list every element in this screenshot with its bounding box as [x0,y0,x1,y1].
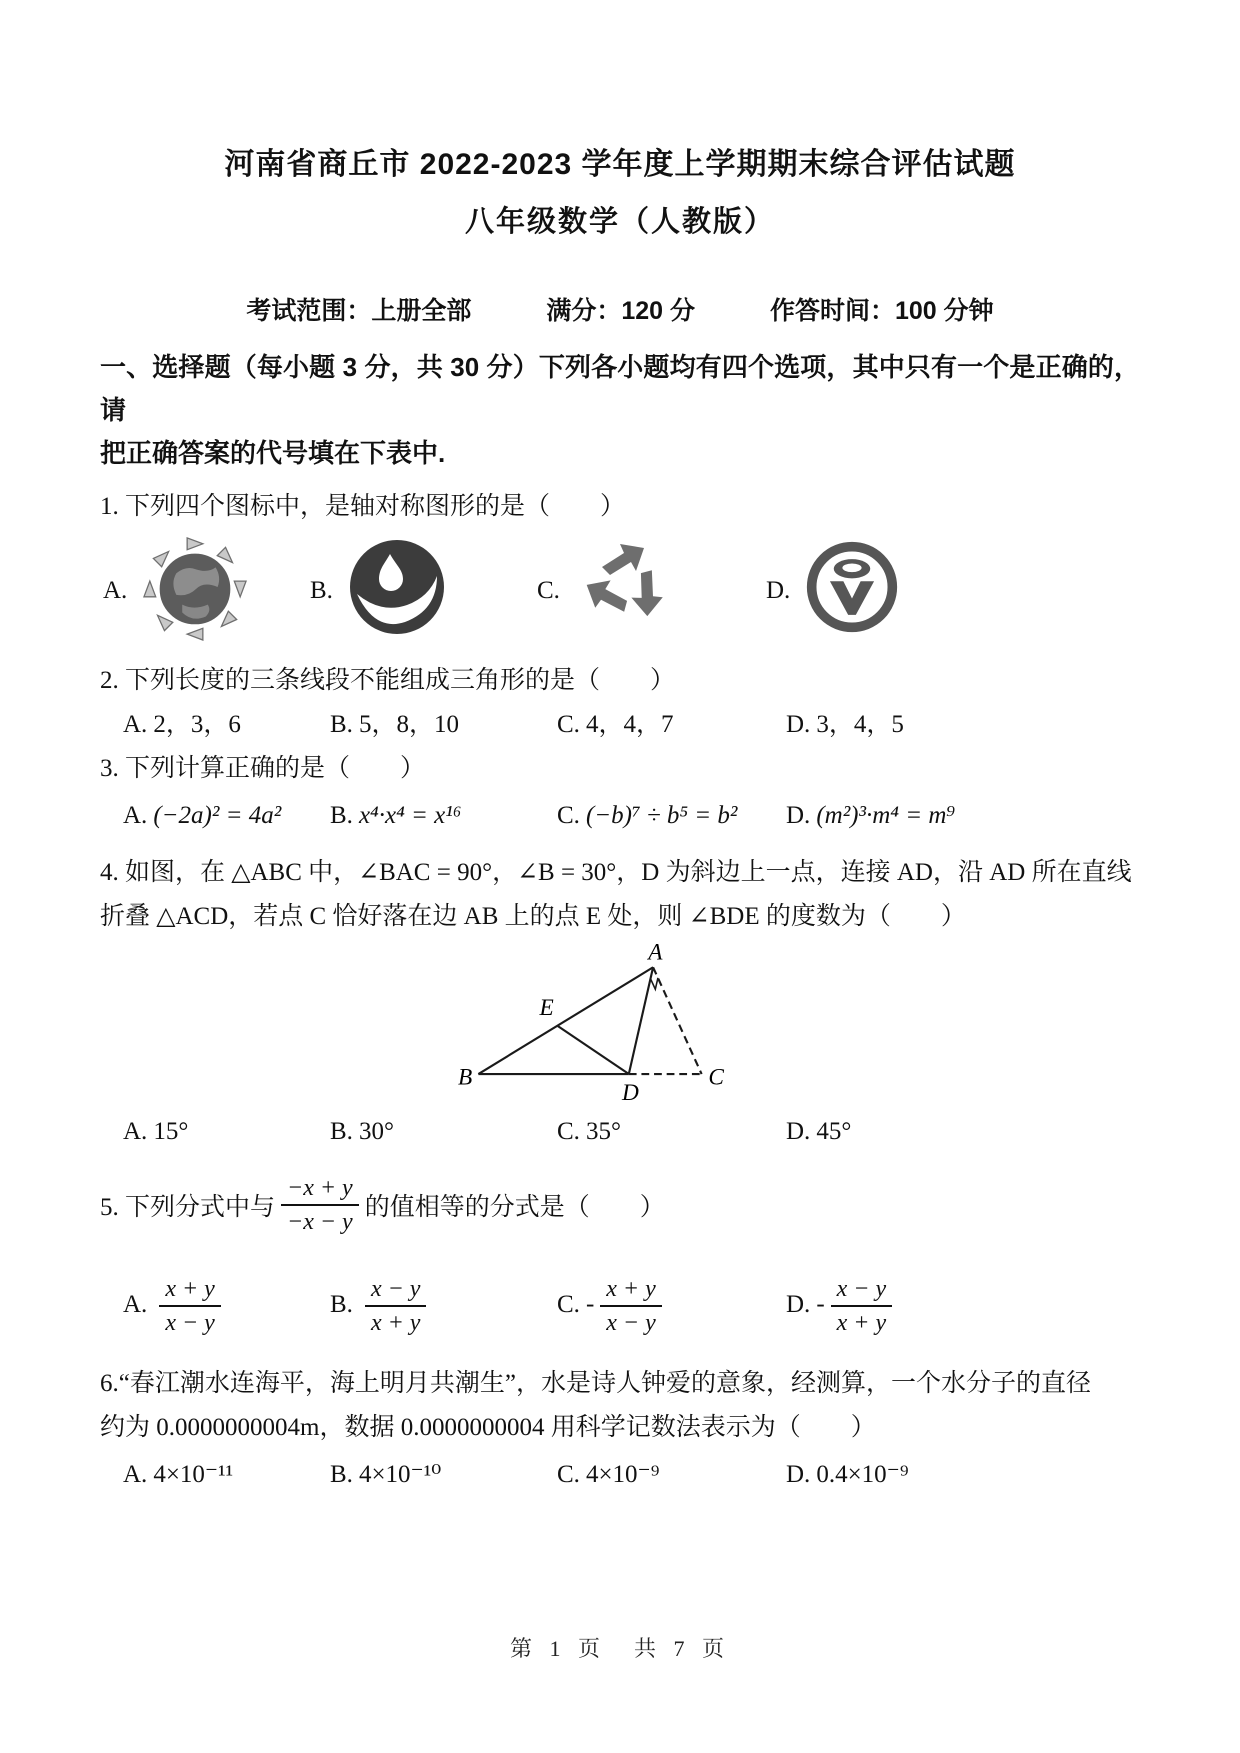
q2-option-b [330,703,557,747]
option-label: D. [786,802,811,829]
fraction-numerator: x + y [600,1274,662,1307]
option-label: D. [786,1461,811,1488]
question-3-text: 3. 下列计算正确的是（ ） [100,755,426,782]
option-value: 15° [153,1118,189,1145]
q5-option-b [330,1274,557,1338]
q1-option-a [103,532,310,649]
q6-option-d [786,1450,1140,1500]
q2-option-a [123,703,330,747]
question-4-options [100,1110,1140,1154]
globe-recycle-logo-icon [141,532,249,649]
question-5-text [100,1168,1140,1242]
q5-option-a [123,1274,330,1338]
q5-option-c [557,1274,786,1338]
q5-option-d [786,1274,1140,1338]
fraction-numerator: −x + y [281,1173,359,1206]
option-label: A. [103,576,128,604]
option-label: B. [330,1118,353,1145]
page-title: 河南省商丘市 2022-2023 学年度上学期期末综合评估试题 [224,148,1016,181]
q4-option-c [557,1110,786,1154]
option-value: 4×10⁻¹¹ [153,1461,234,1488]
option-label: C. [557,711,580,738]
option-label: A. [123,1118,148,1145]
option-value: 4，4，7 [585,711,674,738]
figure-label-E: E [539,994,554,1021]
recycle-arrows-logo-icon [574,531,678,650]
option-label: D. [786,1118,811,1145]
option-formula: (−2a)² = 4a² [153,802,282,829]
figure-label-B: B [458,1064,473,1091]
q1-option-d [766,539,1140,642]
exam-info-line: 考试范围：上册全部 满分：120 分 作答时间：100 分钟 [246,297,994,325]
option-formula: (m²)³·m⁴ = m⁹ [816,802,956,829]
fraction-numerator: x − y [365,1274,427,1307]
option-value: 4×10⁻¹⁰ [358,1461,442,1488]
page-subtitle: 八年级数学（人教版） [464,206,775,238]
q4-option-b [330,1110,557,1154]
page-footer: 第 1 页 共 7 页 [509,1636,730,1661]
fraction-numerator: x − y [831,1274,893,1307]
option-label: D. [786,711,811,738]
fraction-denominator: x + y [370,1310,421,1336]
question-4-text-line2: 折叠 △ACD，若点 C 恰好落在边 AB 上的点 E 处，则 ∠BDE 的度数为（ ） [100,903,966,930]
option-value: 4×10⁻⁹ [585,1461,660,1488]
section-heading-line1: 一、选择题（每小题 3 分，共 30 分）下列各小题均有四个选项，其中只有一个是正确的，请 [100,352,1140,425]
q3-option-d [786,791,1140,841]
question-6-options [100,1450,1140,1500]
option-label: A. [123,1461,148,1488]
option-sign: - [585,1290,595,1318]
question-1-text: 1. 下列四个图标中，是轴对称图形的是（ ） [100,493,626,520]
option-sign: - [816,1290,825,1318]
option-value: 35° [585,1118,621,1145]
option-label: B. [330,1290,353,1318]
option-label: B. [330,711,353,738]
option-label: A. [123,711,148,738]
option-fraction [365,1274,427,1338]
question-4-text-line1: 4. 如图，在 △ABC 中，∠BAC = 90°，∠B = 30°，D 为斜边上一点，连接 AD，沿 AD 所在直线 [100,859,1132,886]
option-label: B. [330,802,353,829]
q2-option-d [786,703,1140,747]
question-1-options [100,531,1140,649]
option-fraction [600,1274,662,1338]
option-formula: (−b)⁷ ÷ b⁵ = b² [585,802,738,829]
green-food-logo-icon [804,539,900,642]
option-label: C. [537,576,560,604]
option-label: B. [330,1461,353,1488]
q4-option-a [123,1110,330,1154]
q1-option-c [537,531,766,650]
option-label: A. [123,1290,148,1318]
fraction-denominator: −x − y [287,1209,353,1235]
q3-option-b [330,791,557,841]
option-label: C. [557,1118,580,1145]
q1-option-b [310,534,537,647]
question-2-text: 2. 下列长度的三条线段不能组成三角形的是（ ） [100,667,676,694]
option-label: D. [766,576,791,604]
question-2-options [100,703,1140,747]
figure-label-D: D [622,1080,639,1107]
option-label: C. [557,1461,580,1488]
q3-option-c [557,791,786,841]
q6-option-a [123,1450,330,1500]
q3-option-a [123,791,330,841]
figure-label-A: A [648,943,663,966]
q5-text-after: 的值相等的分式是（ ） [364,1194,665,1221]
option-value: 3，4，5 [816,711,904,738]
option-value: 30° [358,1118,394,1145]
option-value: 2，3，6 [153,711,241,738]
question-6-text-line2: 约为 0.0000000004m，数据 0.0000000004 用科学记数法表示为（ ） [100,1414,876,1441]
option-label: A. [123,802,148,829]
water-drop-logo-icon [347,534,447,647]
q5-text-before: 5. 下列分式中与 [100,1194,276,1221]
fraction-denominator: x − y [606,1310,656,1336]
fraction-numerator: x + y [159,1274,221,1307]
question-6-text-line1: 6.“春江潮水连海平，海上明月共潮生”，水是诗人钟爱的意象，经测算，一个水分子的直径 [100,1370,1091,1397]
question-3-options [100,791,1140,841]
option-value: 0.4×10⁻⁹ [816,1461,909,1488]
option-label: D. [786,1290,811,1318]
q4-option-d [786,1110,1140,1154]
figure-label-C: C [708,1064,724,1091]
question-5-options [100,1260,1140,1352]
fraction-denominator: x + y [836,1310,887,1336]
q6-option-b [330,1450,557,1500]
q6-option-c [557,1450,786,1500]
option-value: 5，8，10 [358,711,459,738]
option-label: B. [310,576,333,604]
q2-option-c [557,703,786,747]
option-fraction [831,1274,893,1338]
q5-main-fraction [281,1173,359,1237]
option-fraction [159,1274,221,1338]
question-4-figure [100,943,1140,1108]
option-label: C. [557,1290,580,1318]
section-heading-line2: 把正确答案的代号填在下表中. [100,438,446,468]
option-label: C. [557,802,580,829]
option-formula: x⁴·x⁴ = x¹⁶ [358,802,462,829]
option-value: 45° [816,1118,852,1145]
fraction-denominator: x − y [165,1310,215,1336]
